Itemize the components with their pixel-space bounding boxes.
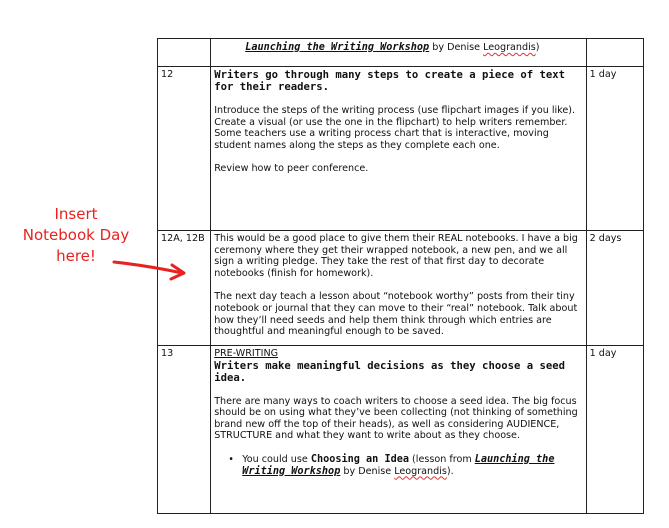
- duration-cell: 1 day: [586, 346, 643, 514]
- bullet-mid: (lesson from: [408, 453, 475, 465]
- lesson-content-cell: [211, 231, 586, 346]
- by-text: by Denise: [429, 42, 484, 53]
- section-heading: PRE-WRITING: [214, 348, 279, 359]
- duration-cell: 2 days: [586, 231, 643, 346]
- lesson-number-cell: 12: [158, 67, 211, 231]
- book-title: Launching the Writing Workshop: [242, 453, 555, 477]
- lesson-plan-table: [157, 38, 644, 514]
- lesson-paragraph: There are many ways to coach writers to choose a seed idea. The big focus should be on using what they’ve been collecting (not thinking of something brand new off the top of their heads), as well as considering AUDIENCE, STRUCTURE and what they want to write about as they choose.: [214, 395, 578, 442]
- table-row: [158, 231, 644, 346]
- by-text: by Denise: [340, 465, 395, 477]
- bullet-text: [242, 454, 582, 477]
- lesson-number-cell: [158, 39, 211, 67]
- author-name: Leograndis: [394, 465, 447, 477]
- lesson-paragraph: This would be a good place to give them their REAL notebooks. I have a big ceremony where they get their wrapped notebook, a new pen, and we all sign a writing pledge. They take the rest of that first day to decorate notebooks (finish for homework).: [214, 233, 578, 279]
- lesson-number-cell: 12A, 12B: [158, 231, 211, 346]
- lesson-title: Writers go through many steps to create a piece of text for their readers.: [214, 69, 565, 93]
- annotation-line: Insert: [54, 205, 98, 223]
- list-item: [214, 454, 582, 477]
- duration-cell: [586, 39, 643, 67]
- lesson-content-cell: [211, 67, 586, 231]
- duration-cell: 1 day: [586, 67, 643, 231]
- bullet-prefix: You could use: [242, 453, 311, 465]
- lesson-title: Writers make meaningful decisions as they choose a seed idea.: [214, 359, 565, 384]
- lesson-paragraph: Review how to peer conference.: [214, 163, 369, 175]
- lesson-content-cell: [211, 39, 586, 67]
- bullet-icon: •: [228, 453, 234, 465]
- bullet-end: ).: [446, 465, 454, 477]
- table-row: [158, 346, 644, 514]
- table-row: [158, 39, 644, 67]
- table-row: [158, 67, 644, 231]
- closing-paren: ): [535, 42, 540, 53]
- red-arrow-right-icon: [112, 254, 192, 282]
- annotation-line: Notebook Day: [22, 226, 130, 244]
- book-title: Launching the Writing Workshop: [245, 42, 430, 53]
- author-name: Leograndis: [483, 42, 536, 53]
- lesson-number-cell: 13: [158, 346, 211, 514]
- lesson-name: Choosing an Idea: [310, 453, 409, 465]
- lesson-content-cell: [211, 346, 586, 514]
- lesson-paragraph: The next day teach a lesson about “notebook worthy” posts from their tiny notebook or journal that they can move to their “real” notebook. Talk about how they’ll need seeds and help them think through which entries are thoughtful and meaningful enough to be saved.: [214, 291, 578, 338]
- annotation-line: here!: [56, 247, 96, 265]
- lesson-paragraph: Introduce the steps of the writing process (use flipchart images if you like). Create a visual (or use the one in the flipchart) to help writers remember. Some teachers use a writing process chart that is interactive, moving student names along the steps as they complete each one.: [214, 105, 576, 151]
